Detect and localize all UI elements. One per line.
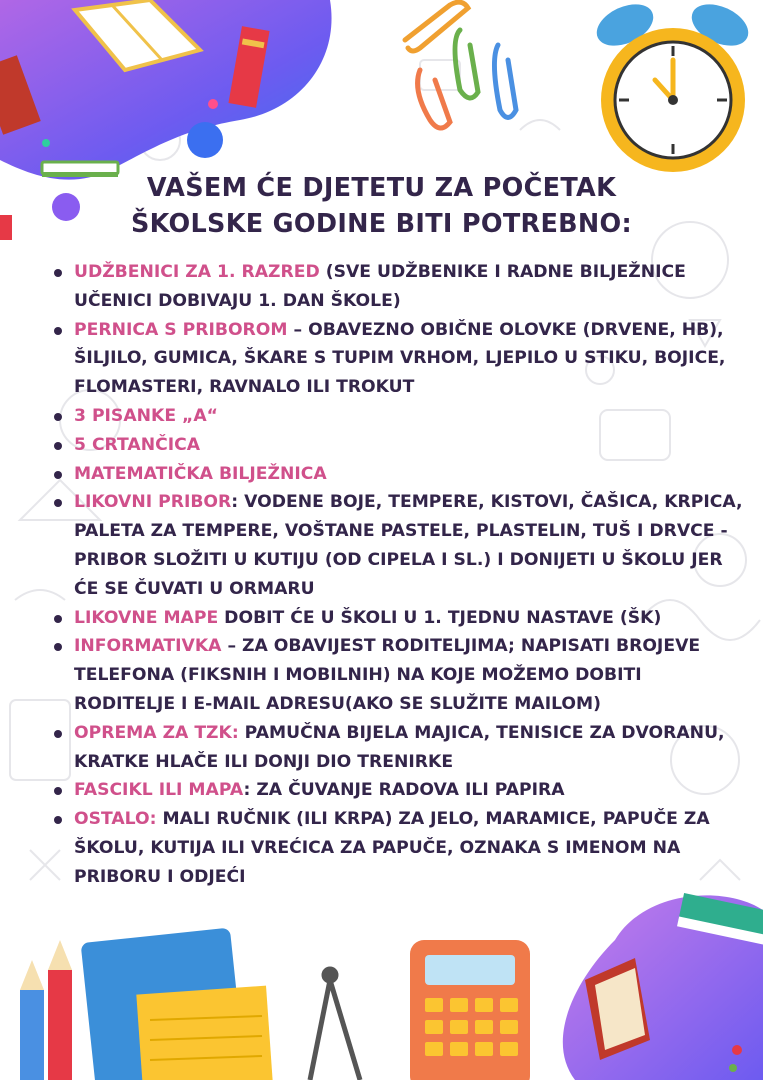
compass-icon	[310, 969, 360, 1080]
item-text: – OBAVEZNO OBIČNE OLOVKE (DRVENE, HB), ŠILJILO, GUMICA, ŠKARE S TUPIM VRHOM, LJEPILO U STIKU, BOJICE, FLOMASTERI, RAVNALO ILI TROKUT	[74, 319, 726, 398]
blue-paperclip-icon	[494, 45, 516, 118]
item-highlight: OPREMA ZA TZK:	[74, 722, 239, 743]
list-item-textbooks	[52, 258, 744, 316]
alarm-clock-decoration	[585, 0, 763, 180]
yellow-notepad-icon	[136, 986, 273, 1080]
item-highlight: OSTALO:	[74, 809, 157, 830]
list-item-informativka	[52, 632, 744, 718]
list-item-art-folders	[52, 604, 744, 633]
pencil-icon	[20, 960, 44, 1080]
item-text: : ZA ČUVANJE RADOVA ILI PAPIRA	[243, 780, 565, 801]
item-highlight: UDŽBENICI ZA 1. RAZRED	[74, 262, 320, 282]
list-item-drawing-books	[52, 431, 744, 460]
list-item-pe-equipment	[52, 719, 744, 777]
page-title	[40, 170, 723, 242]
item-text: – ZA OBAVIJEST RODITELJIMA; NAPISATI BROJEVE TELEFONA (FIKSNIH I MOBILNIH) NA KOJE MOŽEMO DOBITI RODITELJE I E-MAIL ADRESU(AKO SE SLUŽITE MAILOM)	[74, 636, 701, 714]
bottom-stationery-decoration	[0, 920, 560, 1080]
list-item-other	[52, 805, 744, 891]
item-highlight: 5 CRTANČICA	[74, 434, 201, 455]
green-paperclip-icon	[455, 30, 478, 98]
item-highlight: MATEMATIČKA BILJEŽNICA	[74, 463, 327, 484]
title-line-1: VAŠEM ĆE DJETETU ZA POČETAK	[146, 173, 617, 203]
item-text: MALI RUČNIK (ILI KRPA) ZA JELO, MARAMICE, PAPUČE ZA ŠKOLU, KUTIJA ILI VREĆICA ZA PAPUČE, OZNAKA S IMENOM NA PRIBORU I ODJEĆI	[74, 809, 710, 887]
edge-book-icon	[0, 215, 12, 240]
title-line-2: ŠKOLSKE GODINE BITI POTREBNO:	[130, 209, 633, 239]
item-text: : VODENE BOJE, TEMPERE, KISTOVI, ČAŠICA, KRPICA, PALETA ZA TEMPERE, VOŠTANE PASTELE, PLASTELIN, TUŠ I DRVCE - PRIBOR SLOŽITI U KUTIJU (OD CIPELA I SL.) I DONIJETI U ŠKOLU JER ĆE SE ČUVATI U ORMARU	[74, 492, 743, 599]
item-highlight: PERNICA S PRIBOROM	[74, 319, 288, 340]
item-highlight: FASCIKL ILI MAPA	[74, 780, 244, 801]
list-item-folder	[52, 776, 744, 805]
item-highlight: 3 PISANKE „A“	[74, 405, 218, 426]
calculator-icon	[410, 940, 530, 1080]
list-item-art-supplies	[52, 488, 744, 603]
pencil-icon	[48, 940, 72, 1080]
item-text: (SVE UDŽBENIKE I RADNE BILJEŽNICE UČENICI DOBIVAJU 1. DAN ŠKOLE)	[74, 262, 686, 311]
bottom-right-blob-decoration	[555, 890, 763, 1080]
item-text: DOBIT ĆE U ŠKOLI U 1. TJEDNU NASTAVE (ŠK)	[218, 607, 662, 628]
alarm-clock-icon	[590, 0, 755, 172]
list-item-notebooks-a	[52, 402, 744, 431]
red-paperclip-icon	[418, 70, 450, 128]
item-text: PAMUČNA BIJELA MAJICA, TENISICE ZA DVORANU, KRATKE HLAČE ILI DONJI DIO TRENIRKE	[74, 722, 725, 772]
list-item-math-notebook	[52, 460, 744, 489]
item-highlight: LIKOVNI PRIBOR	[74, 492, 232, 513]
paperclips-decoration	[390, 0, 540, 140]
list-item-pencil-case	[52, 316, 744, 402]
item-highlight: LIKOVNE MAPE	[74, 607, 219, 628]
orange-paperclip-icon	[405, 2, 468, 51]
blue-dot	[187, 122, 223, 158]
supplies-list	[52, 258, 744, 892]
item-highlight: INFORMATIVKA	[74, 636, 222, 657]
